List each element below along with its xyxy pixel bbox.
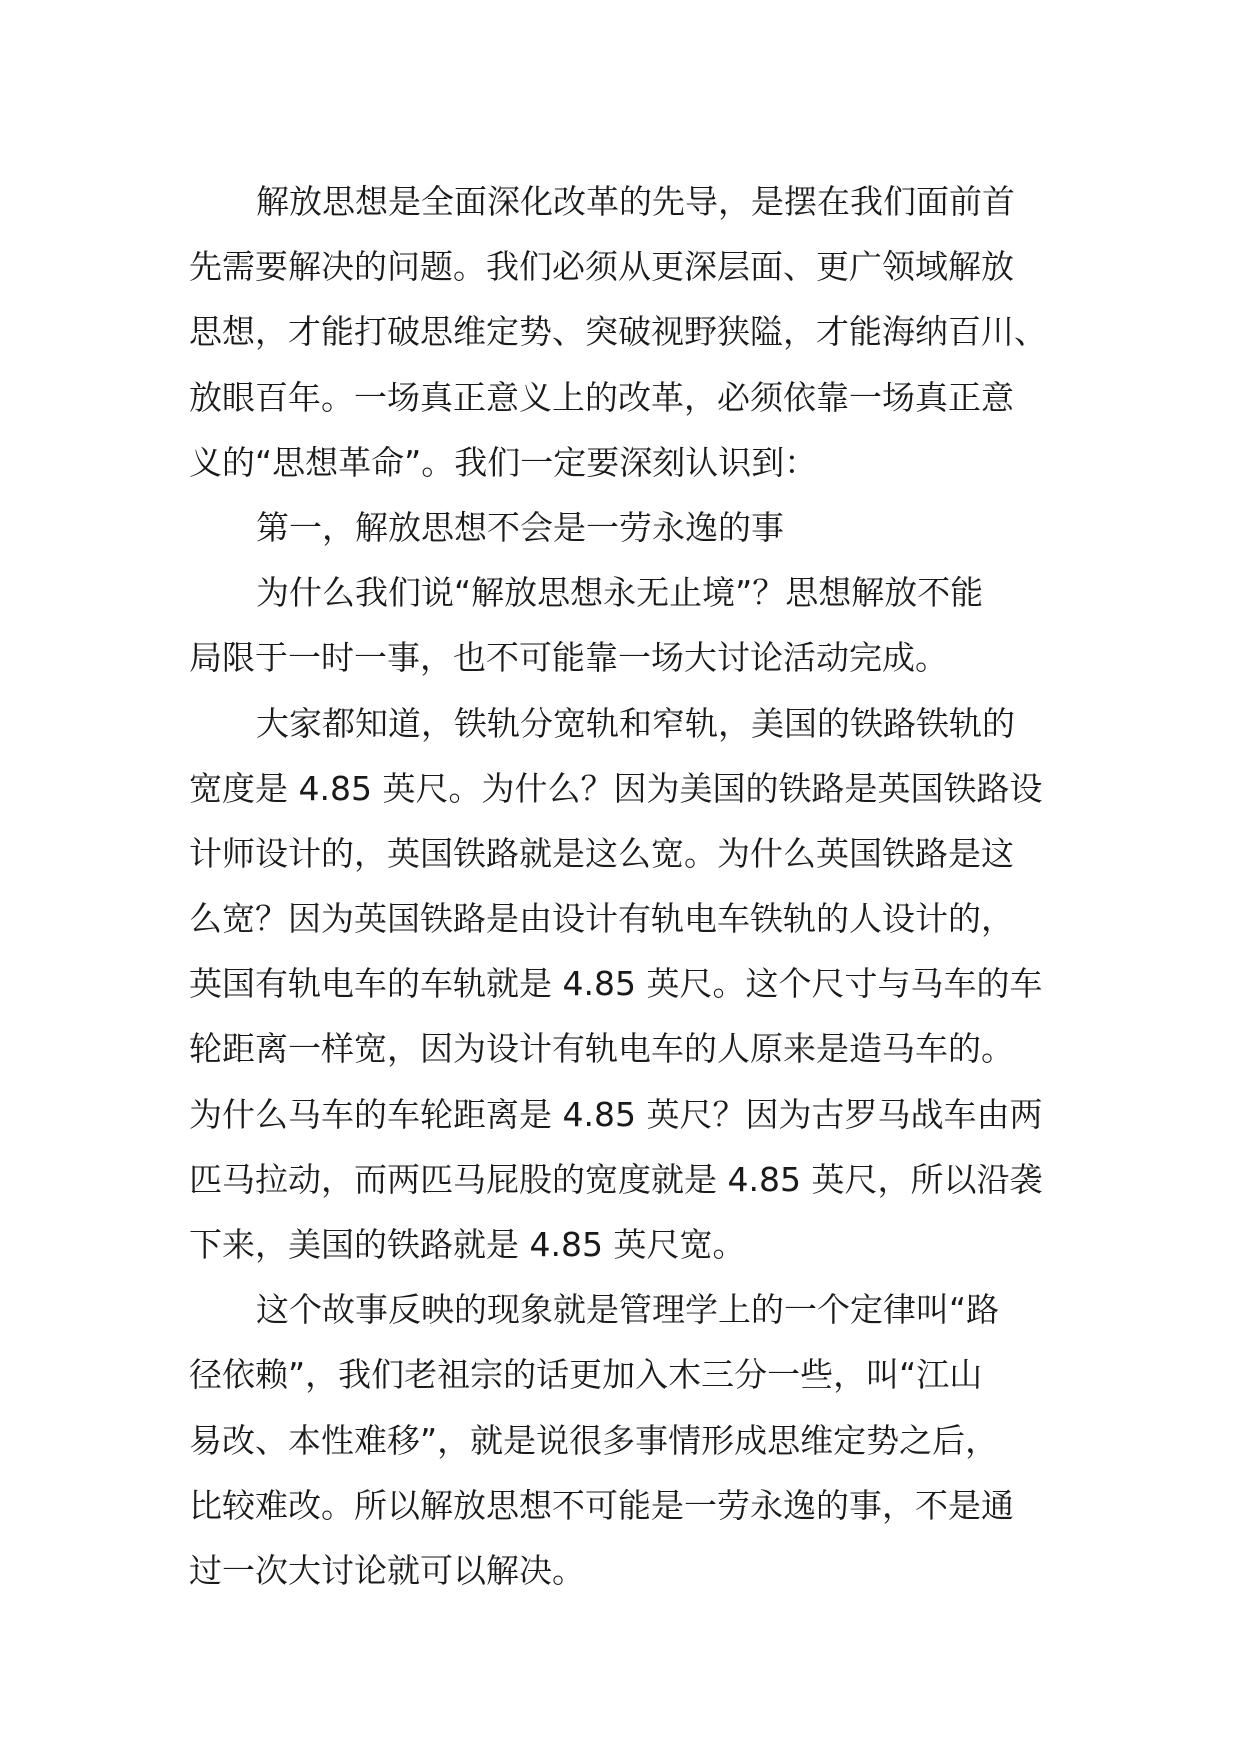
text-line: 为什么我们说“解放思想永无止境”？思想解放不能 [256,573,984,613]
text-line: 大家都知道，铁轨分宽轨和窄轨，美国的铁路铁轨的 [256,703,1015,743]
text-line: 这个故事反映的现象就是管理学上的一个定律叫“路 [256,1290,1000,1330]
text-line: 比较难改。所以解放思想不可能是一劳永逸的事，不是通 [189,1485,1014,1525]
text-line: 义的“思想革命”。我们一定要深刻认识到： [189,442,818,482]
text-line: 放眼百年。一场真正意义上的改革，必须依靠一场真正意 [189,377,1014,417]
text-line: 轮距离一样宽，因为设计有轨电车的人原来是造马车的。 [189,1029,1014,1069]
text-line: 径依赖”，我们老祖宗的话更加入木三分一些，叫“江山 [189,1355,983,1395]
text-line: 解放思想是全面深化改革的先导，是摆在我们面前首 [256,182,1015,221]
text-line: 么宽？因为英国铁路是由设计有轨电车铁轨的人设计的， [189,899,1014,939]
text-line: 匹马拉动，而两匹马屁股的宽度就是 4.85 英尺，所以沿袭 [189,1159,1043,1199]
text-line: 思想，才能打破思维定势、突破视野狭隘，才能海纳百川、 [189,312,1047,352]
document-body [189,169,1059,1603]
text-line: 局限于一时一事，也不可能靠一场大讨论活动完成。 [189,638,948,678]
text-line: 下来，美国的铁路就是 4.85 英尺宽。 [189,1225,746,1264]
text-line: 宽度是 4.85 英尺。为什么？因为美国的铁路是英国铁路设 [189,768,1043,808]
text-line: 易改、本性难移”，就是说很多事情形成思维定势之后， [189,1420,999,1460]
text-line: 计师设计的，英国铁路就是这么宽。为什么英国铁路是这 [189,833,1014,873]
text-line: 为什么马车的车轮距离是 4.85 英尺？因为古罗马战车由两 [189,1094,1043,1134]
section-heading: 第一，解放思想不会是一劳永逸的事 [256,507,784,547]
text-line: 先需要解决的问题。我们必须从更深层面、更广领域解放 [189,247,1014,287]
text-line: 英国有轨电车的车轨就是 4.85 英尺。这个尺寸与马车的车 [189,964,1043,1004]
text-line: 过一次大讨论就可以解决。 [189,1550,585,1590]
